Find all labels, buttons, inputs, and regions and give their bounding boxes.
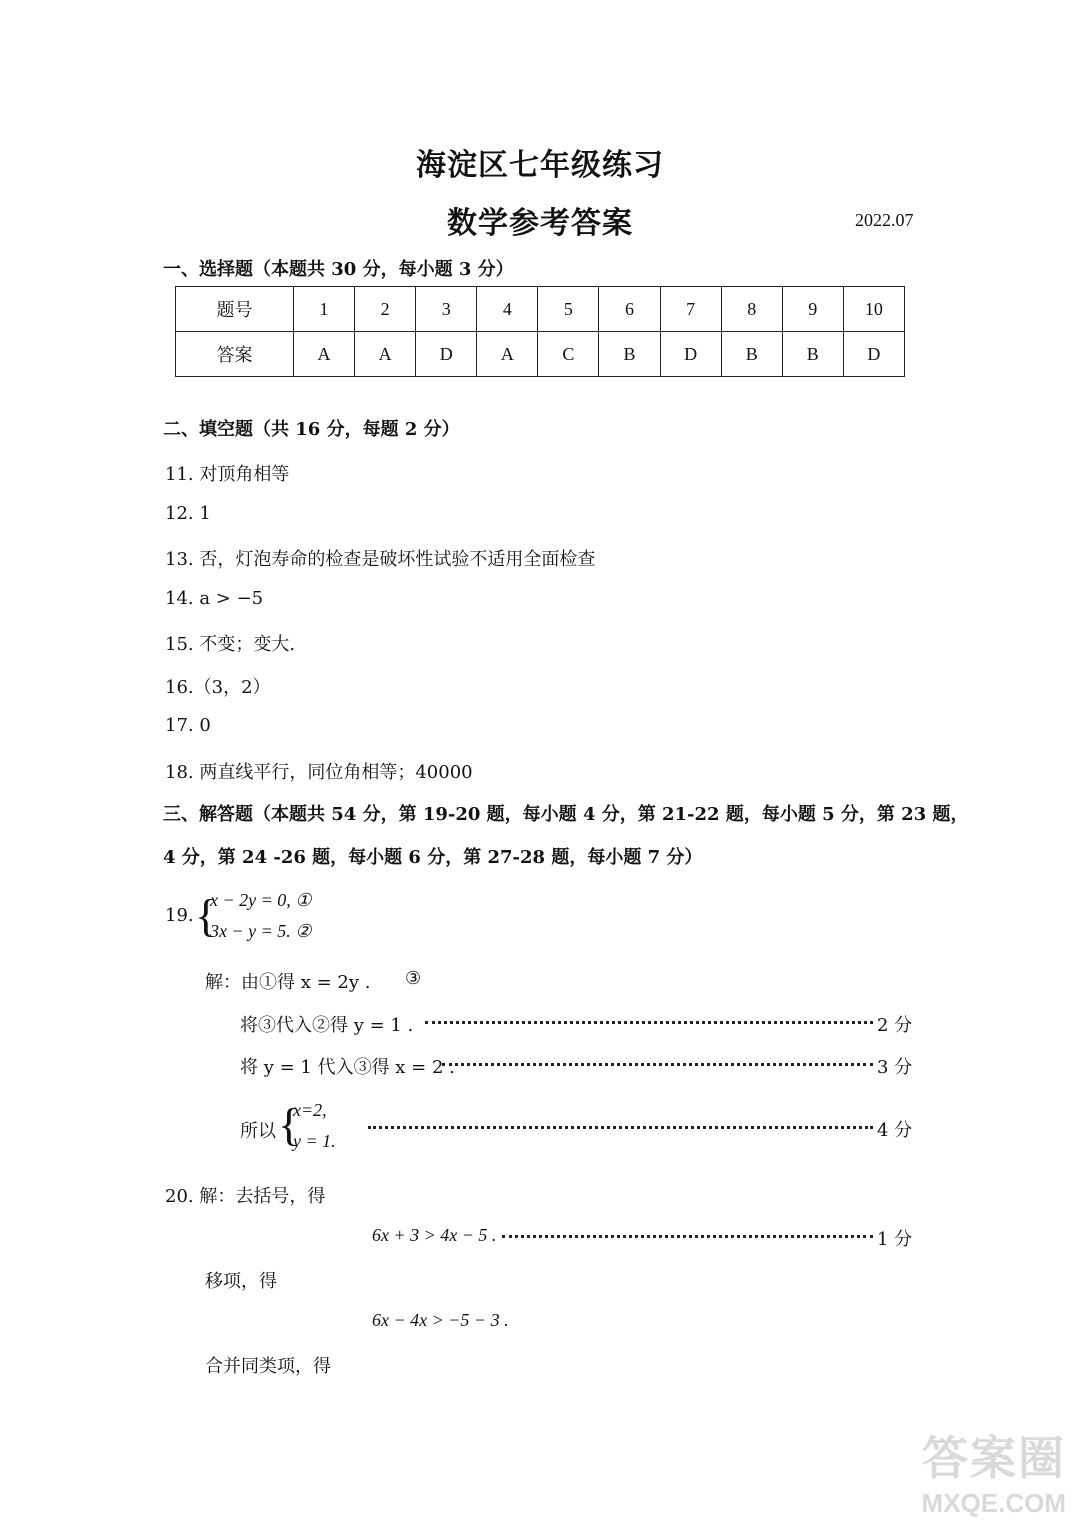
score-leader-dots: [502, 1235, 873, 1238]
question-20-line2: 移项，得: [205, 1271, 277, 1292]
solution-brace: {: [278, 1099, 301, 1150]
section-3-heading-line2: 4 分，第 24 -26 题，每小题 6 分，第 27-28 题，每小题 7 分）: [163, 847, 703, 868]
table-cell: D: [660, 332, 721, 377]
table-cell: 9: [782, 287, 843, 332]
question-20-line3: 合并同类项，得: [205, 1356, 331, 1377]
watermark-url: MXQE.COM: [921, 1488, 1066, 1518]
table-cell: 10: [843, 287, 904, 332]
question-19-eq1: x − 2y = 0, ①: [210, 890, 312, 910]
list-item: 14. a > −5: [165, 588, 264, 609]
question-19-eq2: 3x − y = 5. ②: [210, 921, 312, 941]
table-cell: B: [721, 332, 782, 377]
table-cell: 6: [599, 287, 660, 332]
list-item: 18. 两直线平行，同位角相等；40000: [165, 762, 473, 783]
table-cell: 5: [538, 287, 599, 332]
watermark-logo-text: 答案圈: [922, 1432, 1066, 1484]
question-19-step4-score: 4 分: [877, 1120, 913, 1141]
score-leader-dots: [368, 1126, 873, 1129]
question-19-step1-mark: ③: [405, 968, 422, 989]
question-19-step2: 将③代入②得 y = 1 .: [240, 1015, 414, 1036]
table-cell: C: [538, 332, 599, 377]
score-leader-dots: [425, 1021, 873, 1024]
table-cell: D: [843, 332, 904, 377]
section-1-heading: 一、选择题（本题共 30 分，每小题 3 分）: [163, 259, 514, 280]
score-leader-dots: [442, 1063, 873, 1066]
question-20-eq2: 6x − 4x > −5 − 3 .: [372, 1310, 509, 1330]
answer-table-question-row: [176, 287, 905, 332]
question-19-step3-score: 3 分: [877, 1057, 913, 1078]
list-item: 13. 否，灯泡寿命的检查是破坏性试验不适用全面检查: [165, 549, 596, 570]
list-item: 12. 1: [165, 503, 211, 524]
equation-system-brace: {: [195, 890, 218, 941]
table-cell: A: [294, 332, 355, 377]
table-cell: A: [355, 332, 416, 377]
table-cell: 4: [477, 287, 538, 332]
answer-table: [175, 286, 905, 377]
question-19-step2-score: 2 分: [877, 1015, 913, 1036]
question-20-eq1: 6x + 3 > 4x − 5 .: [372, 1225, 497, 1245]
list-item: 17. 0: [165, 715, 211, 736]
question-19-step4-eq1: x=2,: [293, 1100, 327, 1120]
row-label-answer: 答案: [176, 332, 294, 377]
table-cell: 1: [294, 287, 355, 332]
question-19-step1: 解：由①得 x = 2y .: [205, 972, 371, 993]
question-20-line1: 20. 解：去括号，得: [165, 1186, 326, 1207]
row-label-question: 题号: [176, 287, 294, 332]
document-date: 2022.07: [855, 210, 914, 230]
question-19-step3: 将 y = 1 代入③得 x = 2 .: [240, 1057, 455, 1078]
list-item: 16.（3，2）: [165, 677, 271, 698]
table-cell: 7: [660, 287, 721, 332]
question-20-eq1-score: 1 分: [877, 1229, 913, 1250]
question-19-number: 19.: [165, 905, 194, 926]
document-title: 海淀区七年级练习: [416, 148, 664, 183]
table-cell: A: [477, 332, 538, 377]
table-cell: B: [599, 332, 660, 377]
table-cell: D: [416, 332, 477, 377]
section-2-heading: 二、填空题（共 16 分，每题 2 分）: [163, 419, 460, 440]
list-item: 15. 不变；变大.: [165, 634, 296, 655]
question-19-step4-prefix: 所以: [240, 1121, 276, 1142]
question-19-step4-eq2: y = 1.: [293, 1131, 336, 1151]
section-3-heading-line1: 三、解答题（本题共 54 分，第 19-20 题，每小题 4 分，第 21-22 题，每小题 5 分，第 23 题，: [163, 804, 969, 825]
table-cell: 8: [721, 287, 782, 332]
table-cell: B: [782, 332, 843, 377]
table-cell: 2: [355, 287, 416, 332]
watermark: [922, 1422, 1066, 1519]
list-item: 11. 对顶角相等: [165, 464, 290, 485]
answer-table-answer-row: [176, 332, 905, 377]
document-subtitle: 数学参考答案: [447, 206, 633, 241]
table-cell: 3: [416, 287, 477, 332]
